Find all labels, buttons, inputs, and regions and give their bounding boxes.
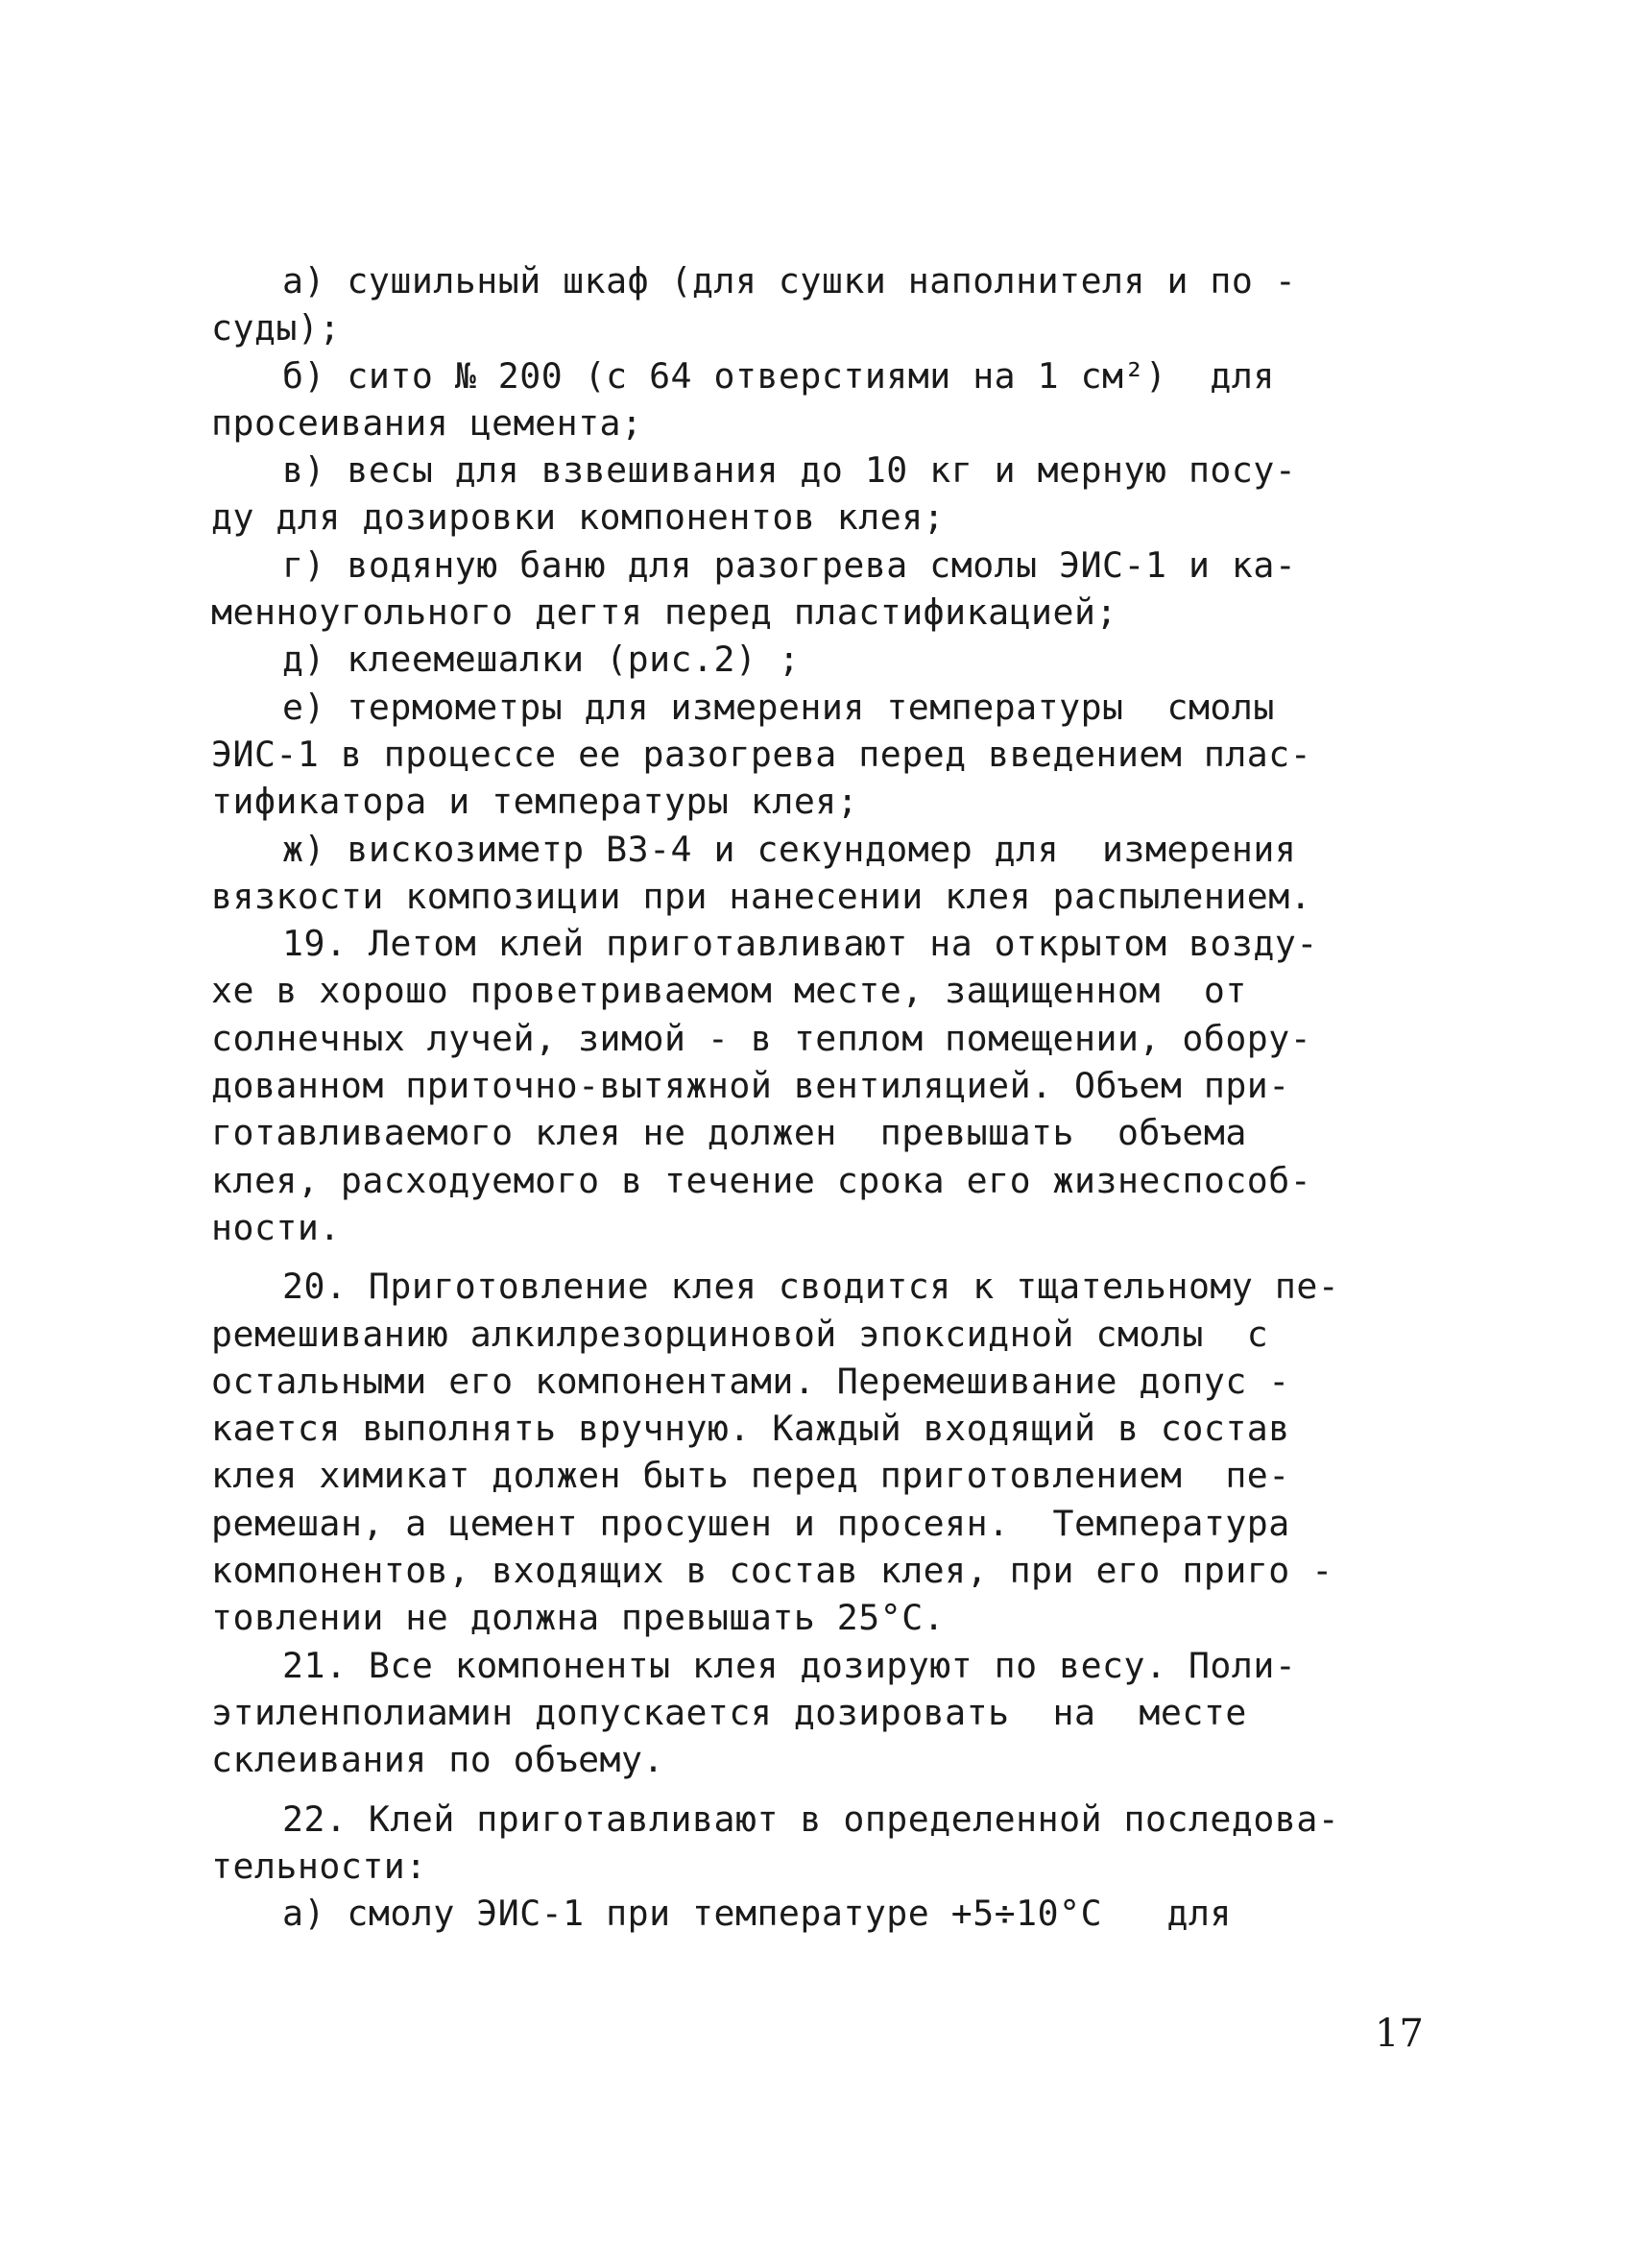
text-line: остальными его компонентами. Перемешивание допус - [211, 1360, 1290, 1402]
text-line: тификатора и температуры клея; [211, 781, 859, 823]
paragraph-21-start: 21. Все компоненты клея дозируют по весу. Поли- [282, 1644, 1297, 1686]
text-line: е) термометры для измерения температуры смолы [282, 686, 1275, 728]
paragraph-20-start: 20. Приготовление клея сводится к тщательному пе- [282, 1266, 1340, 1308]
text-line: ж) вискозиметр ВЗ-4 и секундомер для измерения [282, 828, 1297, 870]
text-line: хе в хорошо проветриваемом месте, защищенном от [211, 970, 1247, 1012]
text-line: вязкости композиции при нанесении клея распылением. [211, 875, 1312, 917]
text-line: ности. [211, 1206, 341, 1248]
text-line: компонентов, входящих в состав клея, при его приго - [211, 1550, 1333, 1592]
text-line: д) клеемешалки (рис.2) ; [282, 639, 801, 681]
text-line: клея, расходуемого в течение срока его жизнеспособ- [211, 1159, 1312, 1201]
text-line: ду для дозировки компонентов клея; [211, 496, 946, 539]
text-line: просеивания цемента; [211, 401, 643, 444]
text-line: этиленполиамин допускается дозировать на месте [211, 1691, 1247, 1733]
text-line: товлении не должна превышать 25°С. [211, 1597, 946, 1639]
text-line: склеивания по объему. [211, 1739, 664, 1781]
text-line: клея химикат должен быть перед приготовлением пе- [211, 1455, 1290, 1497]
paragraph-19-start: 19. Летом клей приготавливают на открытом возду- [282, 923, 1318, 965]
text-line: а) смолу ЭИС-1 при температуре +5÷10°С для [282, 1893, 1232, 1935]
body-text [211, 257, 1430, 1937]
text-line: дованном приточно-вытяжной вентиляцией. Объем при- [211, 1065, 1290, 1107]
text-line: г) водяную баню для разогрева смолы ЭИС-1 и ка- [282, 543, 1297, 586]
text-line: суды); [211, 307, 341, 350]
text-line: в) весы для взвешивания до 10 кг и мерную посу- [282, 449, 1297, 492]
text-line: а) сушильный шкаф (для сушки наполнителя и по - [282, 260, 1297, 302]
text-line: б) сито № 200 (с 64 отверстиями на 1 см²) для [282, 354, 1275, 397]
text-line: солнечных лучей, зимой - в теплом помещении, обору- [211, 1017, 1312, 1059]
text-line: ЭИС-1 в процессе ее разогрева перед введением плас- [211, 733, 1312, 775]
text-line: тельности: [211, 1845, 427, 1887]
text-line: кается выполнять вручную. Каждый входящий в состав [211, 1408, 1290, 1450]
text-line: ремешиванию алкилрезорциновой эпоксидной смолы с [211, 1313, 1269, 1355]
text-line: готавливаемого клея не должен превышать объема [211, 1112, 1247, 1154]
text-line: менноугольного дегтя перед пластификацией; [211, 591, 1117, 634]
page-number: 17 [1375, 2012, 1424, 2056]
paragraph-22-start: 22. Клей приготавливают в определенной последова- [282, 1798, 1340, 1840]
text-line: ремешан, а цемент просушен и просеян. Температура [211, 1502, 1290, 1544]
